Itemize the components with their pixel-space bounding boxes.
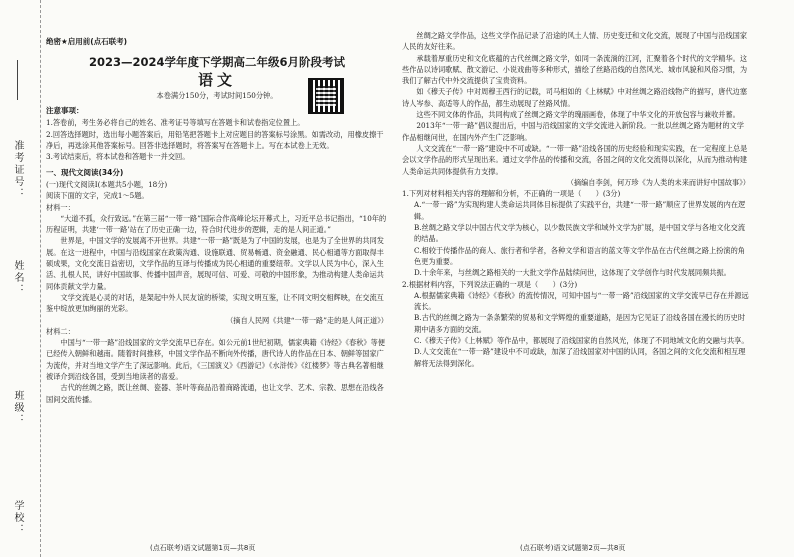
question-1-option: D.十余年来，与丝绸之路相关的一大批文学作品陆续问世，这体现了文学创作与时代发展同频共振。 — [414, 268, 731, 278]
left-column — [46, 0, 388, 405]
notice-item: 1.答卷前，考生务必将自己的姓名、准考证号等填写在答题卡和试卷指定位置上。 — [46, 118, 305, 128]
material-paragraph: 2013年“一带一路”倡议提出后，中国与沿线国家的文学交流进入新阶段。一批以丝绸之路为题材的文学作品相继问世，在国内外产生广泛影响。 — [402, 121, 744, 142]
material2-paragraph: 古代的丝绸之路，既让丝绸、瓷器、茶叶等商品沿着商路流通，也让文学、艺术、宗教、思想在沿线各国间交流传播。 — [46, 383, 384, 404]
exam-info: 本卷满分150分，考试时间150分钟。 — [156, 90, 278, 100]
page-footer-left: (点石联考)语文试题第1页—共8页 — [150, 544, 256, 552]
material-paragraph: 如《穆天子传》中对周穆王西行的记载，司马相如的《上林赋》中对丝绸之路沿线物产的描写，唐代边塞诗人岑参、高适等人的作品，都生动展现了丝路风情。 — [402, 87, 748, 108]
question-1-option: C.相较于传播作品的商人、旅行者和学者，各种文学和语言的蓝文等文学作品在古代丝绸之路上扮演的角色更为重要。 — [414, 245, 745, 266]
question-1-option: B.丝绸之路文学以中国古代文学为核心，以少数民族文学和域外文学为扩展，是中国文学与各地文化交流的结晶。 — [414, 223, 746, 244]
right-column — [402, 30, 750, 369]
material-paragraph: 人文交流在“一带一路”建设中不可或缺。“一带一路”沿线各国的历史经验和现实实践，在一定程度上总是会以文学作品的形式呈现出来。通过文学作品的传播和交流，各国之间的文化交流得以深化，从而为推动构建人类命运共同体提供有力支撑。 — [402, 143, 748, 176]
material1-paragraph: 文学交流是心灵的对话，是架起中外人民友谊的桥梁，实现文明互鉴，让不同文明交相辉映，在交流互鉴中绽放更加绚丽的光彩。 — [46, 292, 384, 314]
binding-margin — [0, 0, 41, 557]
exam-title: 2023—2024学年度下学期高二年级6月阶段考试 — [88, 55, 345, 70]
material1-label: 材料一： — [46, 202, 75, 212]
material-paragraph: 这些不同文体的作品，共同构成了丝绸之路文学的瑰丽画卷，体现了中华文化的开放包容与兼收并蓄。 — [416, 110, 740, 120]
secret-label: 绝密★启用前(点石联考) — [46, 37, 128, 46]
notice-item: 2.回答选择题时，选出每小题答案后，用铅笔把答题卡上对应题目的答案标号涂黑。如需改动，用橡皮擦干净后，再选涂其他答案标号。回答非选择题时，将答案写在答题卡上。写在本试卷上无效。 — [46, 129, 384, 151]
question-2-option: B.古代的丝绸之路为一条条繁荣的贸易和文学辉煌的重要道路，是因为它见证了沿线各国在漫长的历史时期中诸多方面的交流。 — [414, 313, 746, 334]
section-heading: 一、现代文阅读(34分) — [46, 167, 124, 177]
material1-source: （摘自人民网《共建“一带一路”走的是人间正道》） — [226, 315, 388, 325]
qr-code-image — [308, 78, 344, 114]
question-2: 2.根据材料内容，下列说法正确的一项是（ ）(3分) — [402, 279, 578, 289]
question-2-option: D.人文交流在“一带一路”建设中不可或缺，加深了沿线国家对中国的认同，各国之间的文化交流和相互理解将无法得到深化。 — [414, 347, 746, 368]
name-label: 姓名： — [12, 260, 23, 296]
material-paragraph: 承载着厚重历史和文化底蕴的古代丝绸之路文学，如同一条流淌的江河，汇聚着各个时代的文学精华。这些作品以诗词歌赋、散文游记、小说戏曲等多种形式，描绘了丝路沿线的自然风光、城市风貌和风俗习惯，为我们了解古代中外交流提供了宝贵资料。 — [402, 53, 748, 86]
subject-title: 语文 — [197, 70, 236, 89]
exam-number-label: 准考证号： — [12, 140, 23, 200]
class-label: 班级： — [12, 390, 23, 426]
material-source: （摘编自李剑，何万珍《为人类的未来而讲好中国故事》） — [566, 177, 750, 187]
binding-line — [17, 60, 18, 100]
material-paragraph: 丝绸之路文学作品，这些文学作品记录了沿途的风土人情、历史变迁和文化交流，展现了中国与沿线国家人民的友好往来。 — [402, 31, 748, 52]
material2-label: 材料二： — [46, 326, 75, 336]
question-2-option: C.《穆天子传》《上林赋》等作品中，都展现了沿线国家的自然风光，体现了不同地域文化的交融与共享。 — [414, 336, 749, 346]
page-footer-right: (点石联考)语文试题第2页—共8页 — [520, 544, 626, 552]
question-2-option: A.根据儒家典籍《诗经》《春秋》的流传情况，可知中国与“一带一路”沿线国家的文学交流早已存在并源远流长。 — [414, 290, 749, 312]
material2-paragraph: 中国与“一带一路”沿线国家的文学交流早已存在。如公元前1世纪初期，儒家典籍《诗经》《春秋》等便已经传入朝鲜和越南。随着时间推移，中国文学作品不断向外传播，唐代诗人的作品在日本、朝鲜等国家广为流传，并对当地文学产生了深远影响。此后，《三国演义》《西游记》《水浒传》《红楼梦》等古典名著相继被译介到沿线各国，受到当地读者的喜爱。 — [46, 338, 385, 382]
question-1: 1.下列对材料相关内容的理解和分析，不正确的一项是（ ）(3分) — [402, 189, 621, 199]
notice-item: 3.考试结束后，将本试卷和答题卡一并交回。 — [46, 152, 190, 162]
subsection-heading: (一)现代文阅读Ⅰ(本题共5小题，18分) — [46, 179, 168, 189]
school-label: 学校： — [12, 500, 23, 536]
instruction: 阅读下面的文字，完成1～5题。 — [46, 191, 149, 201]
question-1-option: A.“一带一路”为实现构建人类命运共同体目标提供了实践平台，共建“一带一路”顺应了世界发展的内在逻辑。 — [414, 200, 746, 221]
material1-paragraph: 世界是，中国文学的发展离不开世界。共建“一带一路”既是为了中国的发展，也是为了全世界的共同发展。在这一进程中，中国与沿线国家在政策沟通、设施联通、贸易畅通、资金融通、民心相通等方面取得丰硕成果，文化交流日益密切，文学作品的互译与传播成为民心相通的重要纽带。文学以人民为中心，深入生活、扎根人民，讲好中国故事、传播中国声音，展现可信、可爱、可敬的中国形象，为推动构建人类命运共同体贡献文学力量。 — [46, 236, 384, 291]
notice-heading: 注意事项： — [46, 106, 84, 116]
material1-paragraph: “大道不孤，众行致远。”在第三届“一带一路”国际合作高峰论坛开幕式上，习近平总书记指出，“10年的历程证明，共建‘一带一路’站在了历史正确一边，符合时代进步的逻辑，走的是人间正道。” — [46, 213, 387, 235]
